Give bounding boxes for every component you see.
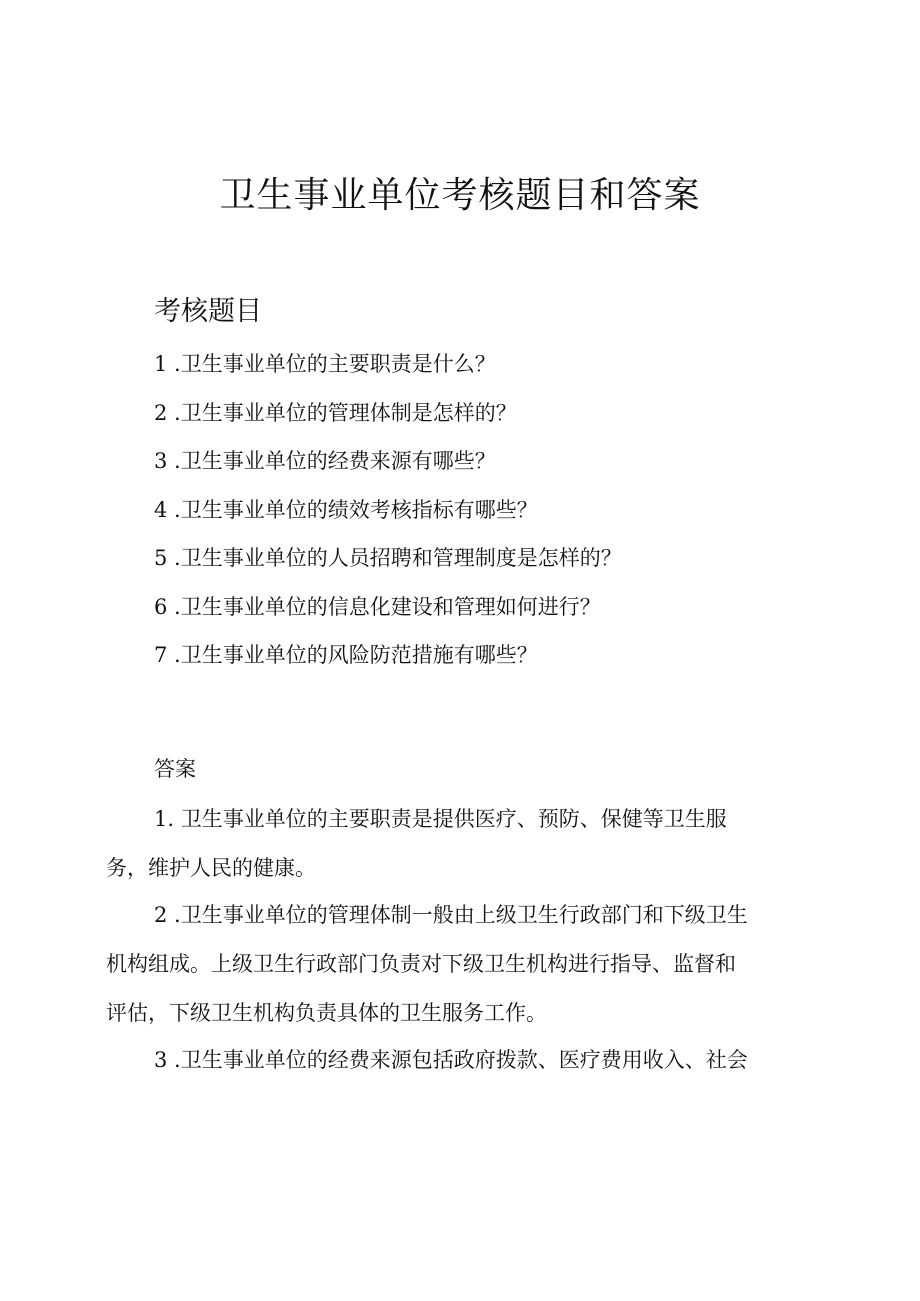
question-item: 4 .卫生事业单位的绩效考核指标有哪些？ (154, 497, 538, 522)
questions-heading: 考核题目 (154, 296, 262, 327)
answer-line: 评估，下级卫生机构负责具体的卫生服务工作。 (106, 1001, 547, 1025)
answer-paragraph (106, 795, 818, 893)
answer-paragraph (106, 1036, 818, 1085)
answer-line: 1. 卫生事业单位的主要职责是提供医疗、预防、保健等卫生服 (154, 807, 727, 831)
question-item: 3 .卫生事业单位的经费来源有哪些？ (154, 449, 496, 473)
document-title: 卫生事业单位考核题目和答案 (219, 175, 701, 216)
answer-line: 2 .卫生事业单位的管理体制一般由上级卫生行政部门和下级卫生 (154, 903, 748, 927)
question-item: 5 .卫生事业单位的人员招聘和管理制度是怎样的？ (154, 546, 622, 570)
answers-heading: 答案 (154, 757, 196, 781)
answer-paragraph (106, 891, 818, 1038)
questions-list (154, 344, 622, 684)
question-item: 7 .卫生事业单位的风险防范措施有哪些？ (154, 643, 538, 667)
question-item: 2 .卫生事业单位的管理体制是怎样的？ (154, 400, 517, 425)
question-item: 1 .卫生事业单位的主要职责是什么？ (154, 352, 496, 376)
answer-line: 务，维护人民的健康。 (106, 856, 316, 880)
question-item: 6 .卫生事业单位的信息化建设和管理如何进行？ (154, 594, 601, 619)
answer-line: 3 .卫生事业单位的经费来源包括政府拨款、医疗费用收入、社会 (154, 1048, 748, 1072)
answer-line: 机构组成。上级卫生行政部门负责对下级卫生机构进行指导、监督和 (106, 952, 736, 976)
